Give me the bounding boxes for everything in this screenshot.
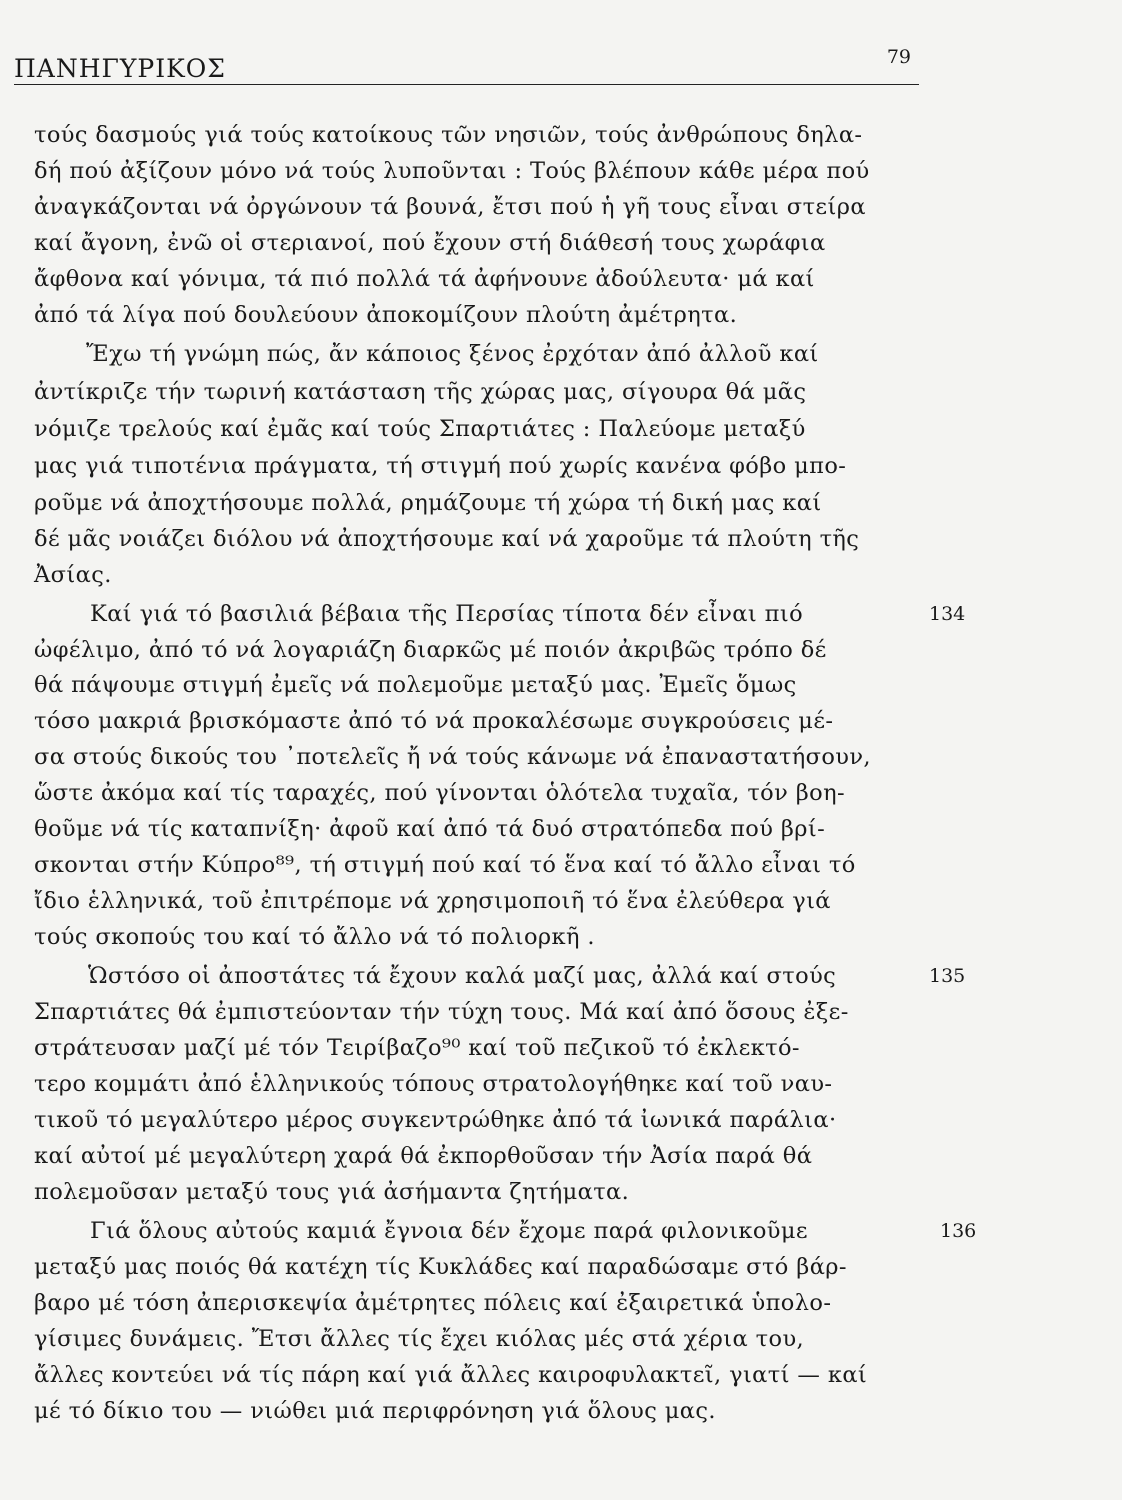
text-line: θοῦμε νά τίς καταπνίξη· ἀφοῦ καί ἀπό τά δυό στρατόπεδα πού βρί- — [34, 816, 826, 842]
section-number: 136 — [940, 1220, 977, 1242]
text-line: ἀναγκάζονται νά ὀργώνουν τά βουνά, ἔτσι πού ἡ γῆ τους εἶναι στείρα — [34, 194, 866, 220]
text-line: ἄφθονα καί γόνιμα, τά πιό πολλά τά ἀφήνουνε ἀδούλευτα· μά καί — [34, 266, 815, 292]
paragraph-start-line: Ἔχω τή γνώμη πώς, ἄν κάποιος ξένος ἐρχόταν ἀπό ἀλλοῦ καί — [86, 341, 819, 367]
text-line: Σπαρτιάτες θά ἐμπιστεύονταν τήν τύχη τους. Μά καί ἀπό ὅσους ἐξε- — [34, 999, 849, 1025]
text-line: ἀντίκριζε τήν τωρινή κατάσταση τῆς χώρας μας, σίγουρα θά μᾶς — [34, 379, 807, 405]
text-line: θά πάψουμε στιγμή ἐμεῖς νά πολεμοῦμε μεταξύ μας. Ἐμεῖς ὅμως — [34, 672, 797, 698]
section-number: 135 — [929, 965, 966, 987]
text-line: ἴδιο ἑλληνικά, τοῦ ἐπιτρέπομε νά χρησιμοποιῆ τό ἕνα ἐλεύθερα γιά — [34, 888, 831, 914]
text-line: τούς δασμούς γιά τούς κατοίκους τῶν νησιῶν, τούς ἀνθρώπους δηλα- — [34, 122, 863, 148]
section-number: 134 — [929, 603, 966, 625]
text-line: στράτευσαν μαζί μέ τόν Τειρίβαζο⁹⁰ καί τοῦ πεζικοῦ τό ἐκλεκτό- — [34, 1035, 800, 1061]
text-line: Ἀσίας. — [34, 562, 112, 588]
text-line: μέ τό δίκιο του — νιώθει μιά περιφρόνηση γιά ὅλους μας. — [34, 1398, 716, 1424]
text-line: καί αὐτοί μέ μεγαλύτερη χαρά θά ἐκπορθοῦσαν τήν Ἀσία παρά θά — [34, 1143, 813, 1169]
text-line: ὥστε ἀκόμα καί τίς ταραχές, πού γίνονται ὁλότελα τυχαῖα, τόν βοη- — [34, 780, 845, 806]
text-line: δή πού ἀξίζουν μόνο νά τούς λυποῦνται : Τούς βλέπουν κάθε μέρα πού — [34, 158, 870, 184]
text-line: σκονται στήν Κύπρο⁸⁹, τή στιγμή πού καί τό ἕνα καί τό ἄλλο εἶναι τό — [34, 852, 856, 878]
text-line: τερο κομμάτι ἀπό ἑλληνικούς τόπους στρατολογήθηκε καί τοῦ ναυ- — [34, 1071, 833, 1097]
text-line: τικοῦ τό μεγαλύτερο μέρος συγκεντρώθηκε ἀπό τά ἰωνικά παράλια· — [34, 1107, 837, 1133]
text-line: νόμιζε τρελούς καί ἐμᾶς καί τούς Σπαρτιάτες : Παλεύομε μεταξύ — [34, 416, 806, 442]
text-line: βαρο μέ τόση ἀπερισκεψία ἀμέτρητες πόλεις καί ἐξαιρετικά ὑπολο- — [34, 1290, 832, 1316]
paragraph-start-line: Ὡστόσο οἱ ἀποστάτες τά ἔχουν καλά μαζί μας, ἀλλά καί στούς — [88, 963, 837, 989]
text-line: μας γιά τιποτένια πράγματα, τή στιγμή πού χωρίς κανένα φόβο μπο- — [34, 453, 847, 479]
text-line: ὠφέλιμο, ἀπό τό νά λογαριάζη διαρκῶς μέ ποιόν ἀκριβῶς τρόπο δέ — [34, 637, 827, 663]
paragraph-start-line: Καί γιά τό βασιλιά βέβαια τῆς Περσίας τίποτα δέν εἶναι πιό — [90, 601, 804, 627]
text-line: μεταξύ μας ποιός θά κατέχη τίς Κυκλάδες καί παραδώσαμε στό βάρ- — [34, 1254, 847, 1280]
page-header — [14, 44, 919, 85]
text-line: καί ἄγονη, ἐνῶ οἱ στεριανοί, πού ἔχουν στή διάθεσή τους χωράφια — [34, 230, 826, 256]
text-line: σα στούς δικούς του ᾿ποτελεῖς ἤ νά τούς κάνωμε νά ἐπαναστατήσουν, — [34, 744, 871, 770]
text-line: πολεμοῦσαν μεταξύ τους γιά ἀσήμαντα ζητήματα. — [34, 1179, 630, 1205]
text-line: τούς σκοπούς του καί τό ἄλλο νά τό πολιορκῆ . — [34, 924, 595, 950]
text-line: τόσο μακριά βρισκόμαστε ἀπό τό νά προκαλέσωμε συγκρούσεις μέ- — [34, 708, 834, 734]
text-line: ἄλλες κοντεύει νά τίς πάρη καί γιά ἄλλες καιροφυλακτεῖ, γιατί — καί — [34, 1362, 868, 1388]
running-title: ΠΑΝΗΓΥΡΙΚΟΣ — [14, 54, 226, 83]
page-number: 79 — [886, 46, 911, 68]
text-line: δέ μᾶς νοιάζει διόλου νά ἀποχτήσουμε καί νά χαροῦμε τά πλούτη τῆς — [34, 526, 860, 552]
paragraph-start-line: Γιά ὅλους αὐτούς καμιά ἔγνοια δέν ἔχομε παρά φιλονικοῦμε — [90, 1218, 808, 1244]
text-line: ἀπό τά λίγα πού δουλεύουν ἀποκομίζουν πλούτη ἀμέτρητα. — [34, 302, 738, 328]
text-line: γίσιμες δυνάμεις. Ἔτσι ἄλλες τίς ἔχει κιόλας μές στά χέρια του, — [34, 1326, 805, 1352]
text-line: ροῦμε νά ἀποχτήσουμε πολλά, ρημάζουμε τή χώρα τή δική μας καί — [34, 490, 822, 516]
